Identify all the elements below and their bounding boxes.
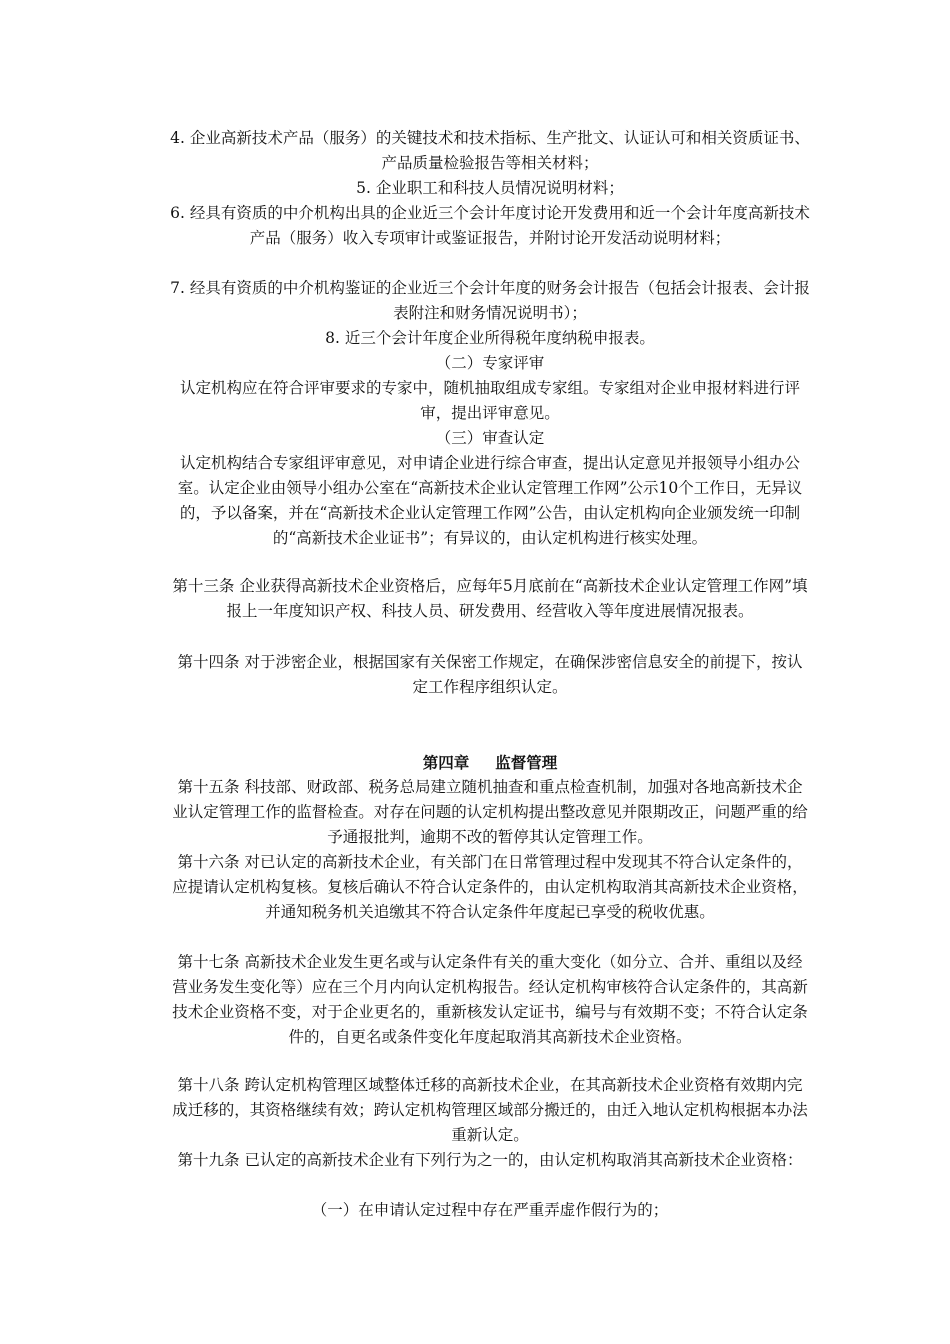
paragraph-item-6: 6. 经具有资质的中介机构出具的企业近三个会计年度讨论开发费用和近一个会计年度高新技术产品（服务）收入专项审计或鉴证报告，并附讨论开发活动说明材料；: [170, 204, 810, 247]
article-14: 第十四条 对于涉密企业，根据国家有关保密工作规定，在确保涉密信息安全的前提下，按认定工作程序组织认定。: [177, 653, 803, 696]
article-13: 第十三条 企业获得高新技术企业资格后，应每年5月底前在“高新技术企业认定管理工作网”填报上一年度知识产权、科技人员、研发费用、经营收入等年度进展情况报表。: [172, 577, 808, 620]
article-18: 第十八条 跨认定机构管理区域整体迁移的高新技术企业，在其高新技术企业资格有效期内完成迁移的，其资格继续有效；跨认定机构管理区域部分搬迁的，由迁入地认定机构根据本办法重新认定。: [172, 1076, 808, 1144]
article-19: 第十九条 已认定的高新技术企业有下列行为之一的，由认定机构取消其高新技术企业资格：: [177, 1151, 803, 1169]
paragraph-item-7: 7. 经具有资质的中介机构鉴证的企业近三个会计年度的财务会计报告（包括会计报表、会计报表附注和财务情况说明书）；: [170, 279, 810, 322]
article-17: 第十七条 高新技术企业发生更名或与认定条件有关的重大变化（如分立、合并、重组以及经营业务发生变化等）应在三个月内向认定机构报告。经认定机构审核符合认定条件的，其高新技术企业资格不变，对于企业更名的，重新核发认定证书，编号与有效期不变；不符合认定条件的，自更名或条件变化年度起取消其高新技术企业资格。: [172, 953, 808, 1046]
section-heading-review-approval: （三）审查认定: [435, 429, 545, 447]
article-19-item-1: （一）在申请认定过程中存在严重弄虚作假行为的；: [311, 1201, 669, 1219]
paragraph-item-5: 5. 企业职工和科技人员情况说明材料；: [356, 179, 624, 197]
paragraph-expert-review: 认定机构应在符合评审要求的专家中，随机抽取组成专家组。专家组对企业申报材料进行评审，提出评审意见。: [179, 379, 800, 422]
chapter-heading: [170, 750, 810, 775]
section-heading-expert-review: （二）专家评审: [435, 354, 545, 372]
article-15: 第十五条 科技部、财政部、税务总局建立随机抽查和重点检查机制，加强对各地高新技术企业认定管理工作的监督检查。对存在问题的认定机构提出整改意见并限期改正，问题严重的给予通报批判，逾期不改的暂停其认定管理工作。: [172, 778, 808, 846]
paragraph-review-approval: 认定机构结合专家组评审意见，对申请企业进行综合审查，提出认定意见并报领导小组办公室。认定企业由领导小组办公室在“高新技术企业认定管理工作网”公示10个工作日，无异议的，予以备案，并在“高新技术企业认定管理工作网”公告，由认定机构向企业颁发统一印制的“高新技术企业证书”；有异议的，由认定机构进行核实处理。: [177, 454, 803, 547]
paragraph-item-4: 4. 企业高新技术产品（服务）的关键技术和技术指标、生产批文、认证认可和相关资质证书、产品质量检验报告等相关材料；: [170, 129, 810, 172]
article-16: 第十六条 对已认定的高新技术企业，有关部门在日常管理过程中发现其不符合认定条件的，应提请认定机构复核。复核后确认不符合认定条件的，由认定机构取消其高新技术企业资格，并通知税务机关追缴其不符合认定条件年度起已享受的税收优惠。: [172, 853, 808, 921]
paragraph-item-8: 8. 近三个会计年度企业所得税年度纳税申报表。: [325, 329, 655, 347]
chapter-number: 第四章: [422, 753, 470, 772]
chapter-title: 监督管理: [495, 753, 558, 772]
